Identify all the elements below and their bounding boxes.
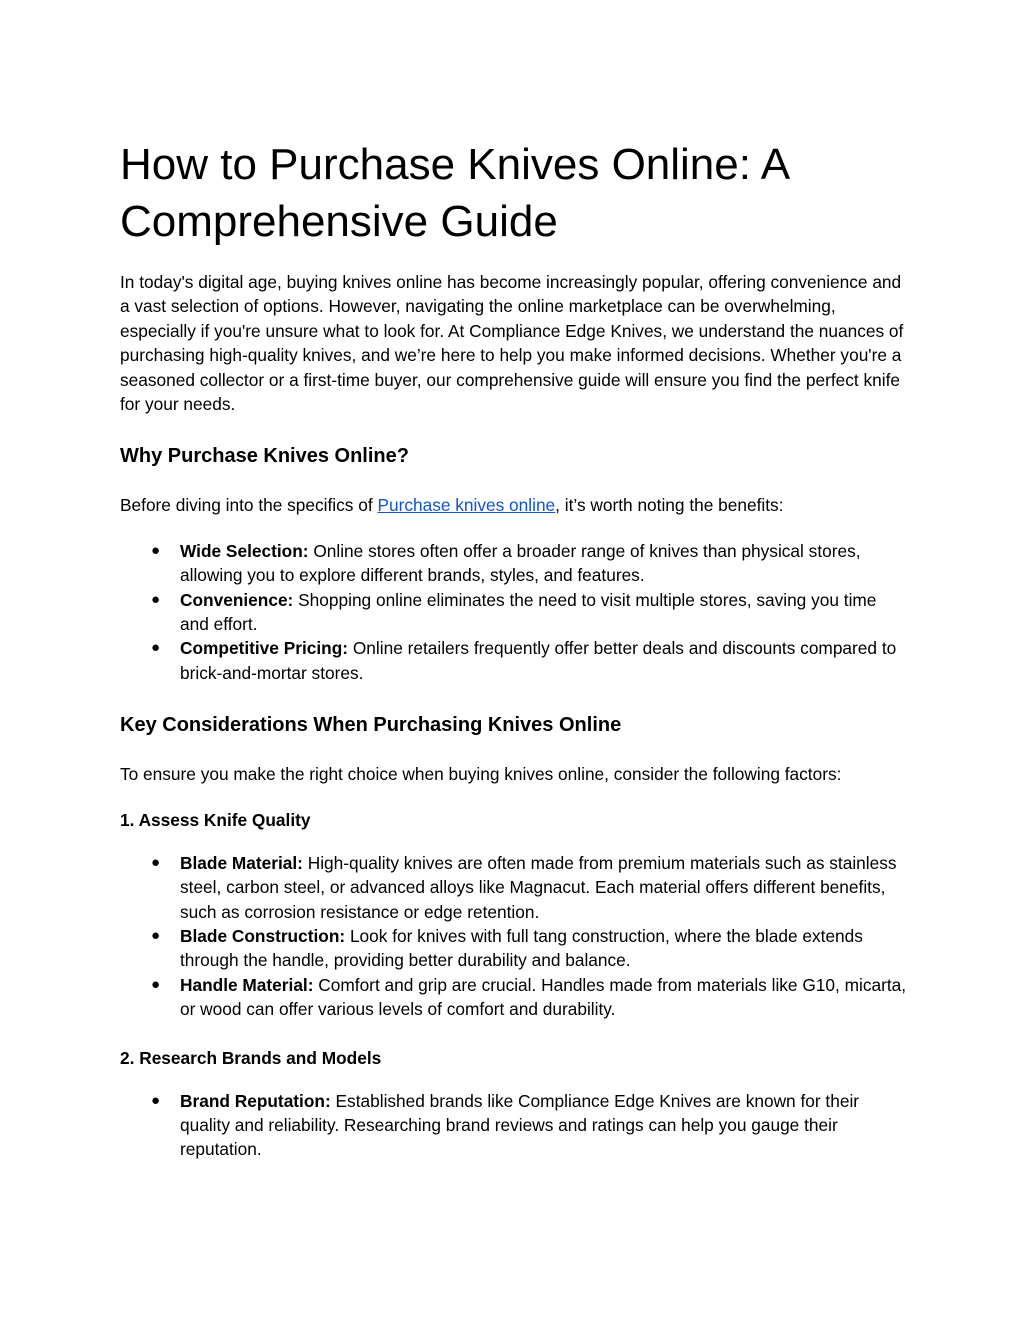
bullet-icon: ● xyxy=(151,1091,161,1109)
quality-list xyxy=(120,851,910,1022)
purchase-knives-online-link[interactable]: Purchase knives online xyxy=(377,495,556,516)
list-item-term: Blade Material: xyxy=(180,852,303,873)
list-item-text: Established brands like Compliance Edge Knives are known for their quality and reliability. Researching brand reviews and ratings can help you gauge their reputation. xyxy=(180,1090,860,1160)
section-heading-key-considerations: Key Considerations When Purchasing Knives Online xyxy=(120,714,622,737)
benefits-list xyxy=(120,539,910,685)
bullet-icon: ● xyxy=(151,926,161,944)
page-title: How to Purchase Knives Online: A Comprehensive Guide xyxy=(120,140,788,246)
key-considerations-lead: To ensure you make the right choice when buying knives online, consider the following factors: xyxy=(120,764,842,785)
list-item xyxy=(120,1089,910,1162)
list-item-text: High-quality knives are often made from premium materials such as stainless steel, carbon steel, or advanced alloys like Magnacut. Each material offers different benefits, such as corrosion resistance or edge retention. xyxy=(180,852,897,922)
list-item-term: Handle Material: xyxy=(180,974,314,995)
list-item xyxy=(120,636,910,685)
list-item-text: Online stores often offer a broader range of knives than physical stores, allowing you to explore different brands, styles, and features. xyxy=(180,540,861,586)
list-item-term: Wide Selection: xyxy=(180,540,309,561)
bullet-icon: ● xyxy=(151,639,161,657)
list-item-text: Shopping online eliminates the need to visit multiple stores, saving you time and effort. xyxy=(180,589,877,635)
list-item xyxy=(120,973,910,1022)
list-item-text: Comfort and grip are crucial. Handles made from materials like G10, micarta, or wood can offer various levels of comfort and durability. xyxy=(180,974,907,1020)
list-item-text: Online retailers frequently offer better deals and discounts compared to brick-and-mortar stores. xyxy=(180,638,897,683)
intro-paragraph: In today's digital age, buying knives online has become increasingly popular, offering convenience and a vast selection of options. However, navigating the online marketplace can be overwhelming, especially if you're unsure what to look for. At Compliance Edge Knives, we understand the nuances of purchasing high-quality knives, and we’re here to help you make informed decisions. Whether you're a seasoned collector or a first-time buyer, our comprehensive guide will ensure you find the perfect knife for your needs. xyxy=(120,272,904,415)
document-page xyxy=(120,136,910,1186)
why-lead-after: , it’s worth noting the benefits: xyxy=(555,495,784,516)
list-item xyxy=(120,851,910,924)
list-item xyxy=(120,539,910,588)
list-item-term: Competitive Pricing: xyxy=(180,638,349,659)
bullet-icon: ● xyxy=(151,853,161,871)
brands-list xyxy=(120,1089,910,1162)
list-item xyxy=(120,588,910,637)
subheading-assess-quality: 1. Assess Knife Quality xyxy=(120,809,311,830)
bullet-icon: ● xyxy=(151,975,161,993)
list-item-term: Brand Reputation: xyxy=(180,1090,331,1111)
list-item-term: Blade Construction: xyxy=(180,925,346,946)
list-item-term: Convenience: xyxy=(180,589,294,610)
subheading-research-brands: 2. Research Brands and Models xyxy=(120,1047,382,1068)
bullet-icon: ● xyxy=(151,541,161,559)
bullet-icon: ● xyxy=(151,590,161,608)
why-lead-before: Before diving into the specifics of xyxy=(120,495,378,516)
list-item-text: Look for knives with full tang construction, where the blade extends through the handle, providing better durability and balance. xyxy=(180,925,863,971)
why-lead-paragraph xyxy=(120,493,910,517)
section-heading-why: Why Purchase Knives Online? xyxy=(120,445,409,468)
list-item xyxy=(120,924,910,973)
